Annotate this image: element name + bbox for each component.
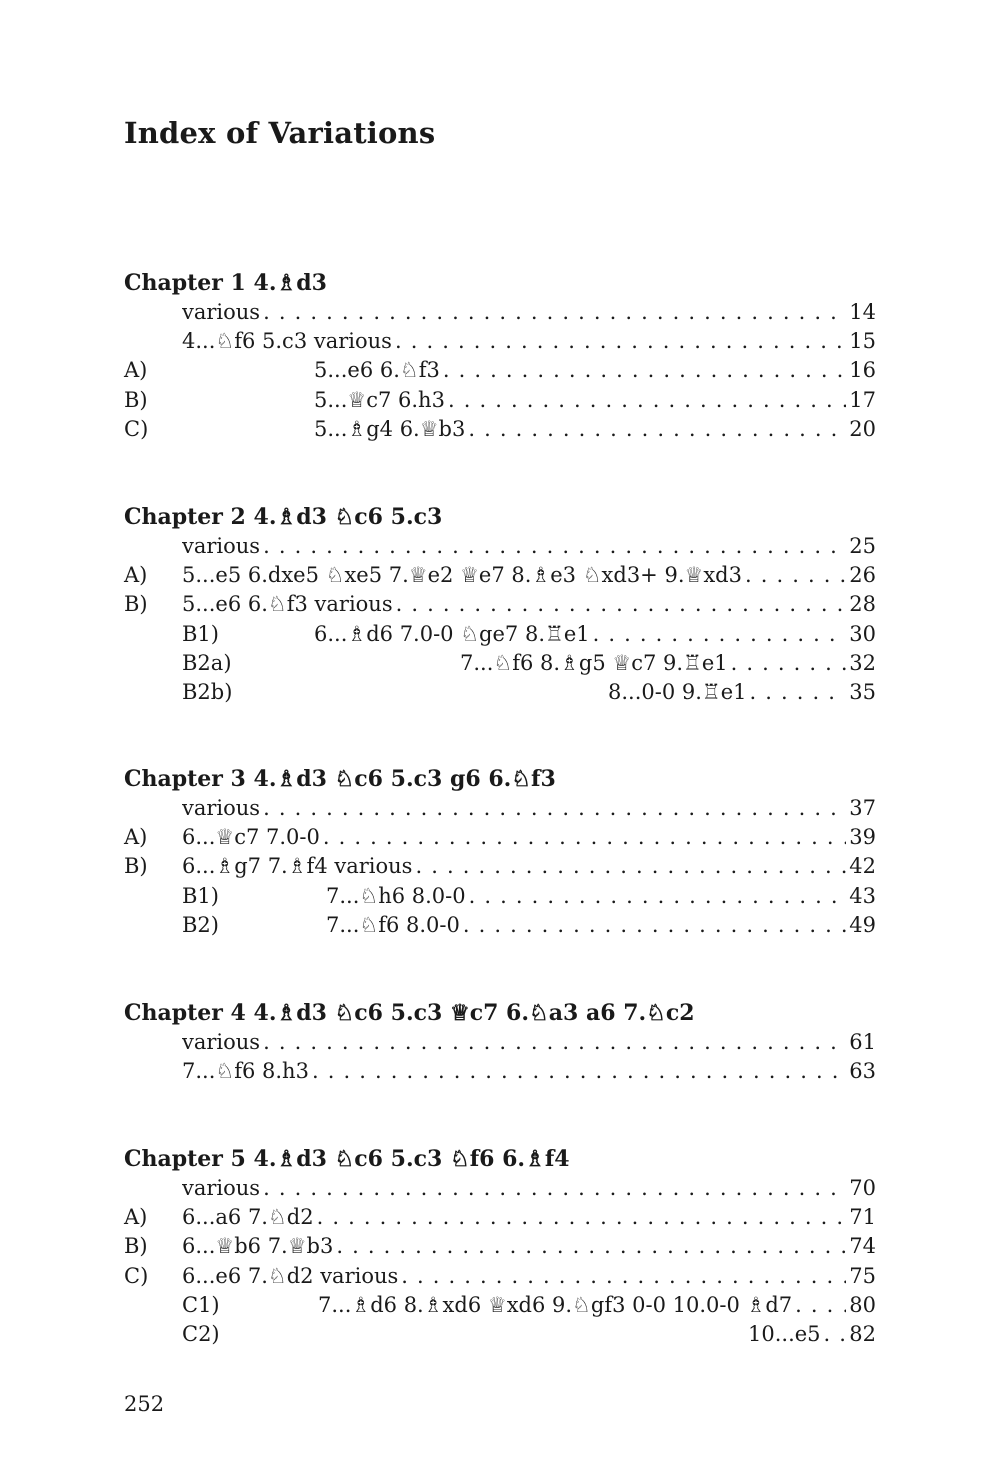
variation-moves: 7...♘f6 8.h3	[182, 1059, 309, 1084]
index-entry	[124, 794, 876, 823]
variation-moves: 6...a6 7.♘d2	[182, 1205, 314, 1230]
dot-leader	[312, 1057, 846, 1086]
page-reference: 30	[849, 621, 876, 646]
page-reference: 25	[849, 534, 876, 558]
index-entry	[124, 327, 876, 356]
page-reference: 37	[849, 796, 876, 820]
variation-moves: 5...e6 6.♘f3	[314, 358, 440, 383]
variation-label: B1)	[182, 621, 219, 646]
variation-label: B)	[124, 592, 148, 617]
dot-leader	[415, 852, 846, 881]
variation-label: B)	[124, 854, 148, 879]
dot-leader	[263, 1174, 846, 1203]
page-reference: 32	[849, 650, 876, 675]
dot-leader	[448, 386, 846, 415]
variation-label: B2)	[182, 912, 219, 937]
page-number: 252	[124, 1392, 165, 1416]
page-reference: 82	[849, 1321, 876, 1346]
variation-moves: 6...♕c7 7.0-0	[182, 825, 320, 850]
dot-leader	[824, 1320, 847, 1349]
chapter-section	[124, 1144, 876, 1349]
dot-leader	[731, 649, 847, 678]
index-entry	[124, 1203, 876, 1232]
page-reference: 74	[849, 1234, 876, 1259]
variation-moves: 7...♘f6 8.♗g5 ♕c7 9.♖e1	[460, 650, 728, 675]
dot-leader	[395, 327, 846, 356]
index-entry	[124, 882, 876, 911]
page-reference: 28	[849, 592, 876, 617]
dot-leader	[317, 1203, 847, 1232]
variation-moves: 6...♗g7 7.♗f4 various	[182, 854, 413, 879]
dot-leader	[750, 678, 847, 707]
page-reference: 16	[849, 358, 876, 383]
page-reference: 42	[849, 854, 876, 879]
page-reference: 63	[849, 1059, 876, 1084]
index-entry	[124, 1262, 876, 1291]
variation-label: C)	[124, 416, 149, 441]
variation-moves: 5...♗g4 6.♕b3	[314, 416, 466, 441]
chapter-section	[124, 764, 876, 940]
dot-leader	[795, 1291, 846, 1320]
dot-leader	[469, 882, 847, 911]
dot-leader	[263, 298, 846, 327]
variation-label: A)	[124, 1205, 148, 1230]
variation-label: C2)	[182, 1321, 220, 1346]
index-entry	[124, 561, 876, 590]
page-reference: 20	[849, 416, 876, 441]
dot-leader	[443, 356, 846, 385]
chapter-heading: Chapter 1 4.♗d3	[124, 270, 327, 296]
variation-label: B)	[124, 387, 148, 412]
index-entry	[124, 1320, 876, 1349]
chapter-heading: Chapter 4 4.♗d3 ♘c6 5.c3 ♕c7 6.♘a3 a6 7.♘c2	[124, 1000, 695, 1026]
page-reference: 15	[849, 329, 876, 354]
variation-moves: 7...♗d6 8.♗xd6 ♕xd6 9.♘gf3 0-0 10.0-0 ♗d7	[318, 1292, 793, 1317]
variation-label: A)	[124, 358, 148, 383]
index-entry	[124, 1232, 876, 1261]
dot-leader	[463, 911, 846, 940]
index-entry	[124, 620, 876, 649]
dot-leader	[263, 1028, 846, 1057]
index-entry	[124, 1174, 876, 1203]
page-reference: 17	[849, 387, 876, 412]
variation-moves: 5...e6 6.♘f3 various	[182, 592, 393, 617]
chapter-section	[124, 502, 876, 707]
index-entry	[124, 590, 876, 619]
variation-label: B1)	[182, 883, 219, 908]
page-reference: 70	[849, 1176, 876, 1200]
variation-moves: various	[182, 534, 261, 558]
page-reference: 75	[849, 1263, 876, 1288]
variation-moves: 5...e5 6.dxe5 ♘xe5 7.♕e2 ♕e7 8.♗e3 ♘xd3+ 9.♕xd3	[182, 563, 742, 588]
dot-leader	[263, 794, 846, 823]
variation-label: A)	[124, 825, 148, 850]
page-reference: 39	[849, 825, 876, 850]
index-entry	[124, 1291, 876, 1320]
dot-leader	[745, 561, 846, 590]
dot-leader	[323, 823, 846, 852]
variation-label: A)	[124, 563, 148, 588]
variation-moves: 4...♘f6 5.c3 various	[182, 329, 392, 354]
dot-leader	[593, 620, 847, 649]
chapter-section	[124, 268, 876, 444]
index-entry	[124, 386, 876, 415]
index-entry	[124, 532, 876, 561]
page-reference: 43	[849, 883, 876, 908]
variation-label: C)	[124, 1263, 149, 1288]
chapter-heading: Chapter 2 4.♗d3 ♘c6 5.c3	[124, 504, 443, 530]
variation-moves: 5...♕c7 6.h3	[314, 387, 445, 412]
variation-label: B)	[124, 1234, 148, 1259]
variation-moves: 6...e6 7.♘d2 various	[182, 1263, 399, 1288]
variation-label: C1)	[182, 1292, 220, 1317]
variation-moves: 6...♗d6 7.0-0 ♘ge7 8.♖e1	[314, 621, 590, 646]
index-entry	[124, 852, 876, 881]
page-reference: 26	[849, 563, 876, 588]
variation-label: B2a)	[182, 650, 232, 675]
page-reference: 71	[849, 1205, 876, 1230]
dot-leader	[263, 532, 846, 561]
variation-moves: various	[182, 796, 261, 820]
variation-moves: 7...♘f6 8.0-0	[326, 912, 460, 937]
dot-leader	[401, 1262, 846, 1291]
page-reference: 14	[849, 300, 876, 324]
dot-leader	[396, 590, 847, 619]
chapter-section	[124, 998, 876, 1086]
chapter-heading: Chapter 5 4.♗d3 ♘c6 5.c3 ♘f6 6.♗f4	[124, 1146, 570, 1172]
variation-moves: various	[182, 1176, 261, 1200]
page-reference: 80	[849, 1292, 876, 1317]
index-entry	[124, 911, 876, 940]
variation-moves: various	[182, 1030, 261, 1054]
index-entry	[124, 415, 876, 444]
page-reference: 49	[849, 912, 876, 937]
variation-moves: 6...♕b6 7.♕b3	[182, 1234, 334, 1259]
index-entry	[124, 1028, 876, 1057]
dot-leader	[468, 415, 846, 444]
index-entry	[124, 298, 876, 327]
index-entry	[124, 823, 876, 852]
variation-moves: 7...♘h6 8.0-0	[326, 883, 466, 908]
variation-moves: 8...0-0 9.♖e1	[608, 679, 747, 704]
index-entry	[124, 356, 876, 385]
page-reference: 35	[849, 679, 876, 704]
dot-leader	[336, 1232, 846, 1261]
variation-label: B2b)	[182, 679, 233, 704]
index-entry	[124, 649, 876, 678]
variation-moves: 10...e5	[748, 1321, 821, 1346]
page-title: Index of Variations	[124, 116, 436, 150]
index-entry	[124, 678, 876, 707]
page-reference: 61	[849, 1030, 876, 1054]
index-entry	[124, 1057, 876, 1086]
chapter-heading: Chapter 3 4.♗d3 ♘c6 5.c3 g6 6.♘f3	[124, 766, 556, 792]
variation-moves: various	[182, 300, 261, 324]
